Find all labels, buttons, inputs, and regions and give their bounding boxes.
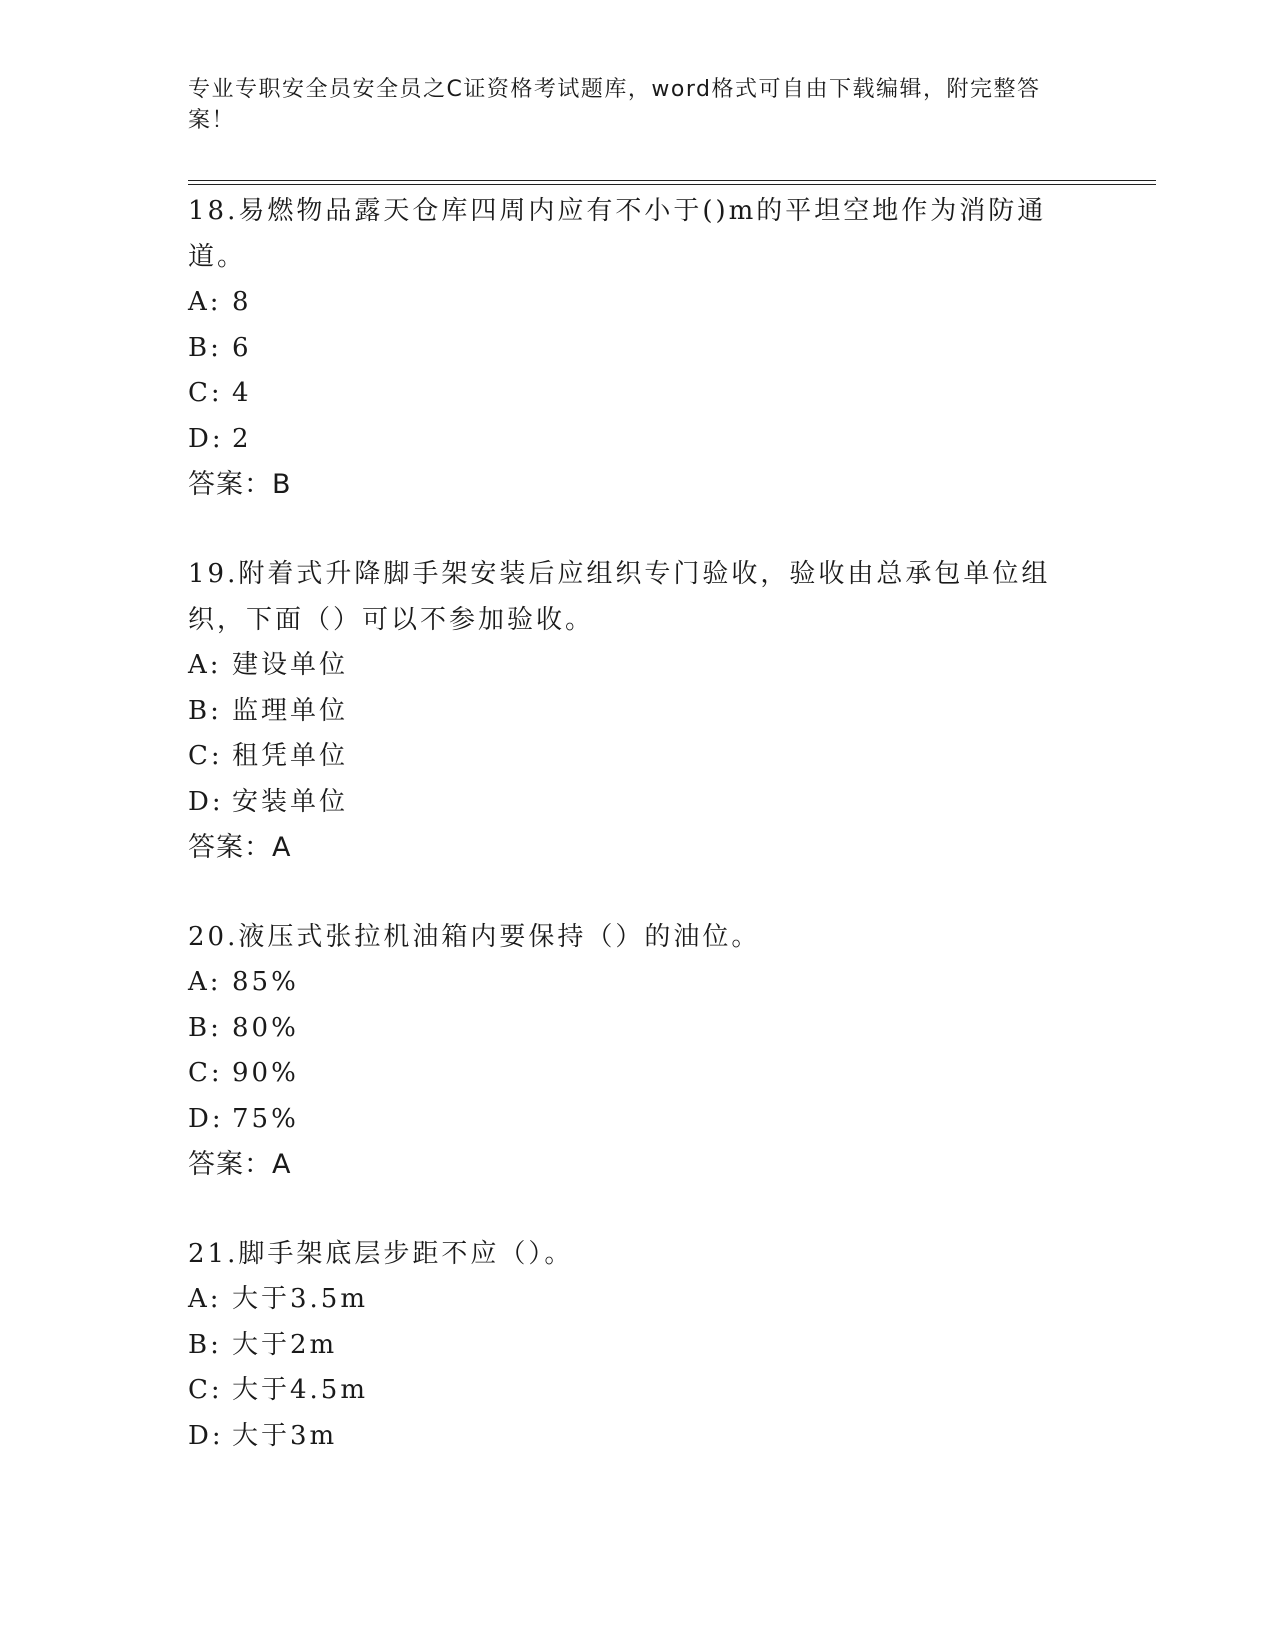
option-b xyxy=(188,689,1088,735)
option-text: 大于3.5m xyxy=(232,1284,369,1314)
question-stem: 21.脚手架底层步距不应（）。 xyxy=(188,1239,574,1269)
question-19 xyxy=(188,551,1088,870)
option-text: 4 xyxy=(232,378,252,408)
question-18 xyxy=(188,188,1088,507)
option-d xyxy=(188,417,1088,463)
option-d xyxy=(188,1097,1088,1143)
question-21 xyxy=(188,1231,1088,1459)
option-d xyxy=(188,1414,1088,1460)
option-letter: B: xyxy=(188,1329,222,1360)
option-text: 大于4.5m xyxy=(232,1375,369,1405)
option-c xyxy=(188,734,1088,780)
option-text: 6 xyxy=(232,332,252,363)
option-letter: D: xyxy=(188,423,224,454)
option-c xyxy=(188,371,1088,417)
option-letter: A: xyxy=(188,287,222,317)
option-list xyxy=(188,1277,1088,1459)
option-b xyxy=(188,1006,1088,1052)
option-text: 8 xyxy=(232,287,252,317)
option-letter: C: xyxy=(188,1375,223,1405)
question-stem: 20.液压式张拉机油箱内要保持（）的油位。 xyxy=(188,922,761,952)
option-letter: D: xyxy=(188,1420,224,1451)
question-list xyxy=(188,188,1088,1459)
question-stem: 18.易燃物品露天仓库四周内应有不小于()m的平坦空地作为消防通道。 xyxy=(188,196,1047,272)
option-letter: C: xyxy=(188,378,223,408)
option-text: 75% xyxy=(232,1103,299,1134)
option-a xyxy=(188,1277,1088,1323)
option-letter: B: xyxy=(188,695,222,726)
document-header: 专业专职安全员安全员之C证资格考试题库，word格式可自由下载编辑，附完整答案！ xyxy=(188,77,1041,133)
option-text: 大于3m xyxy=(232,1420,338,1451)
option-text: 大于2m xyxy=(232,1329,338,1360)
option-b xyxy=(188,1323,1088,1369)
option-text: 90% xyxy=(232,1058,299,1088)
option-list xyxy=(188,643,1088,825)
question-stem: 19.附着式升降脚手架安装后应组织专门验收，验收由总承包单位组织，下面（）可以不参加验收。 xyxy=(188,559,1051,635)
option-letter: A: xyxy=(188,967,222,997)
answer-line: 答案：A xyxy=(188,1149,292,1180)
option-text: 建设单位 xyxy=(232,650,349,680)
option-letter: D: xyxy=(188,786,224,817)
option-text: 租凭单位 xyxy=(232,741,349,771)
option-text: 85% xyxy=(232,967,299,997)
option-a xyxy=(188,960,1088,1006)
option-letter: D: xyxy=(188,1103,224,1134)
option-c xyxy=(188,1368,1088,1414)
option-d xyxy=(188,780,1088,826)
option-list xyxy=(188,280,1088,462)
header-divider xyxy=(188,180,1156,185)
option-letter: B: xyxy=(188,332,222,363)
option-text: 2 xyxy=(232,423,252,454)
option-letter: B: xyxy=(188,1012,222,1043)
option-letter: C: xyxy=(188,741,223,771)
option-a xyxy=(188,280,1088,326)
option-letter: A: xyxy=(188,1284,222,1314)
answer-line: 答案：B xyxy=(188,469,292,500)
question-20 xyxy=(188,914,1088,1187)
answer-line: 答案：A xyxy=(188,832,292,863)
option-list xyxy=(188,960,1088,1142)
option-a xyxy=(188,643,1088,689)
option-letter: C: xyxy=(188,1058,223,1088)
option-b xyxy=(188,326,1088,372)
option-text: 监理单位 xyxy=(232,695,349,726)
option-text: 80% xyxy=(232,1012,299,1043)
option-letter: A: xyxy=(188,650,222,680)
option-c xyxy=(188,1051,1088,1097)
option-text: 安装单位 xyxy=(232,786,349,817)
